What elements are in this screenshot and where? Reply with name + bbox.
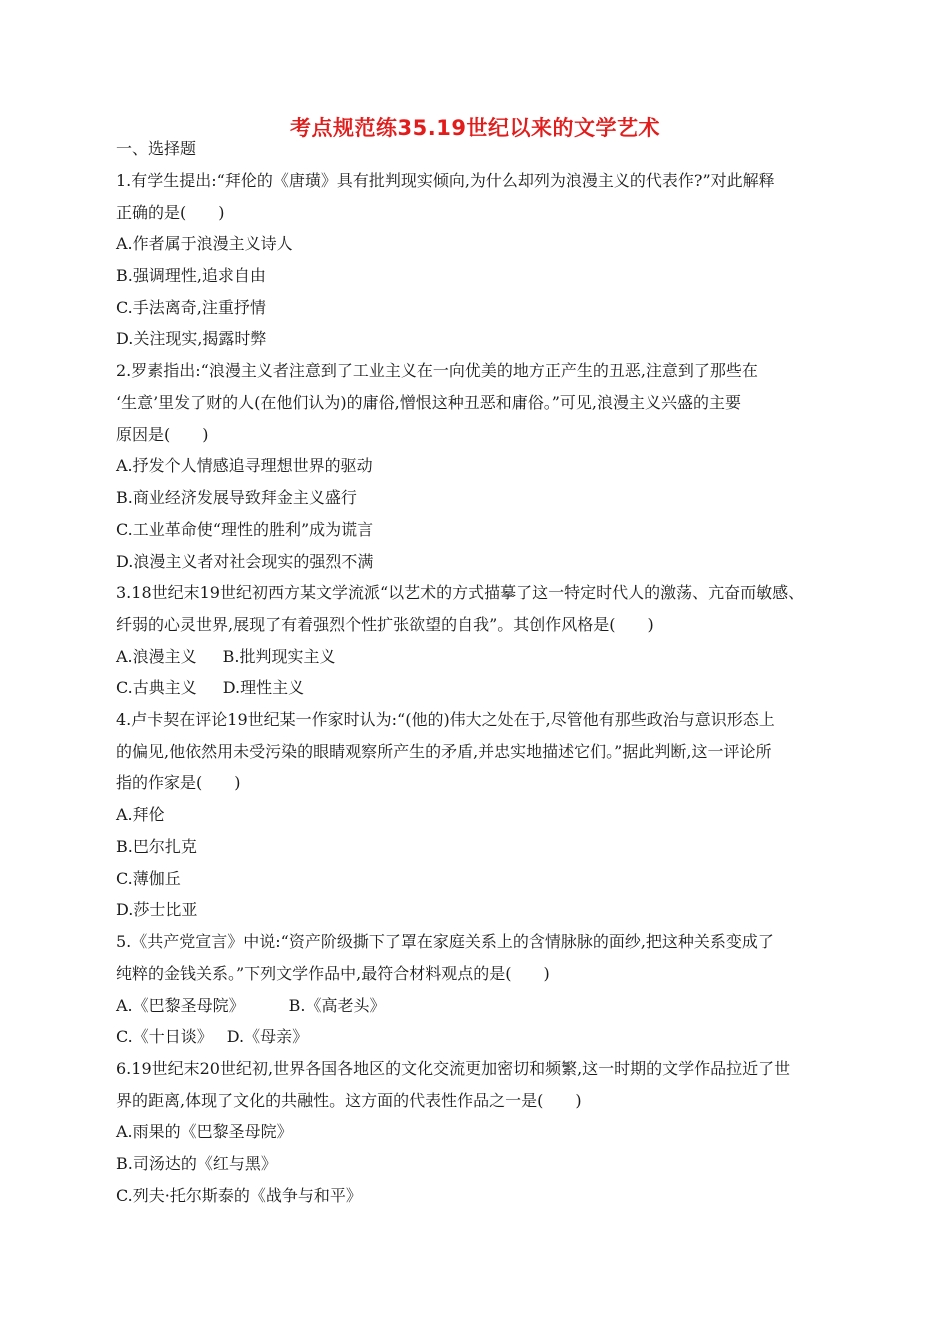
question-5-options-row-1 (116, 995, 386, 1017)
question-2-option-a: A.抒发个人情感追寻理想世界的驱动 (116, 456, 373, 475)
question-4-option-b: B.巴尔扎克 (116, 837, 197, 856)
question-5-options-row-2 (116, 1026, 308, 1048)
question-6-option-b: B.司汤达的《红与黑》 (116, 1154, 277, 1173)
question-3-options-row-1 (116, 646, 336, 668)
question-4-stem-line-3: 指的作家是( ) (116, 773, 241, 792)
question-5-stem-line-1: 5.《共产党宣言》中说:“资产阶级撕下了罩在家庭关系上的含情脉脉的面纱,把这种关系变成了 (116, 932, 774, 951)
question-3-option-b: B.批判现实主义 (222, 647, 336, 666)
question-4-stem-line-2: 的偏见,他依然用未受污染的眼睛观察所产生的矛盾,并忠实地描述它们。”据此判断,这一评论所 (116, 742, 772, 761)
question-3-stem-line-2: 纤弱的心灵世界,展现了有着强烈个性扩张欲望的自我”。其创作风格是( ) (116, 615, 654, 634)
question-4-option-c: C.薄伽丘 (116, 869, 181, 888)
question-1-option-a: A.作者属于浪漫主义诗人 (116, 234, 293, 253)
question-1-option-d: D.关注现实,揭露时弊 (116, 329, 267, 348)
question-5-option-c: C.《十日谈》 (116, 1027, 213, 1046)
question-6-stem-line-2: 界的距离,体现了文化的共融性。这方面的代表性作品之一是( ) (116, 1091, 582, 1110)
question-1-option-c: C.手法离奇,注重抒情 (116, 298, 266, 317)
question-2-option-d: D.浪漫主义者对社会现实的强烈不满 (116, 552, 374, 571)
question-5-option-a: A.《巴黎圣母院》 (116, 996, 245, 1015)
question-4-option-d: D.莎士比亚 (116, 900, 198, 919)
question-1-option-b: B.强调理性,追求自由 (116, 266, 266, 285)
question-5-option-b: B.《高老头》 (288, 996, 386, 1015)
question-4-stem-line-1: 4.卢卡契在评论19世纪某一作家时认为:“(他的)伟大之处在于,尽管他有那些政治与意识形态上 (116, 710, 775, 729)
question-5-stem-line-2: 纯粹的金钱关系。”下列文学作品中,最符合材料观点的是( ) (116, 964, 550, 983)
question-6-option-a: A.雨果的《巴黎圣母院》 (116, 1122, 293, 1141)
section-heading: 一、选择题 (116, 139, 197, 158)
question-6-option-c: C.列夫·托尔斯泰的《战争与和平》 (116, 1186, 362, 1205)
question-1-stem-line-2: 正确的是( ) (116, 203, 225, 222)
question-3-option-d: D.理性主义 (222, 678, 305, 697)
question-3-stem-line-1: 3.18世纪末19世纪初西方某文学流派“以艺术的方式描摹了这一特定时代人的激荡、亢奋而敏感、 (116, 583, 805, 602)
question-2-option-b: B.商业经济发展导致拜金主义盛行 (116, 488, 357, 507)
question-3-options-row-2 (116, 677, 304, 699)
page-title: 考点规范练35.19世纪以来的文学艺术 (290, 116, 660, 140)
question-3-option-a: A.浪漫主义 (116, 647, 197, 666)
question-2-option-c: C.工业革命使“理性的胜利”成为谎言 (116, 520, 374, 539)
question-2-stem-line-3: 原因是( ) (116, 425, 209, 444)
question-3-option-c: C.古典主义 (116, 678, 197, 697)
question-4-option-a: A.拜伦 (116, 805, 165, 824)
question-6-stem-line-1: 6.19世纪末20世纪初,世界各国各地区的文化交流更加密切和频繁,这一时期的文学作品拉近了世 (116, 1059, 791, 1078)
question-2-stem-line-2: ‘生意’里发了财的人(在他们认为)的庸俗,憎恨这种丑恶和庸俗。”可见,浪漫主义兴盛的主要 (116, 393, 742, 412)
question-2-stem-line-1: 2.罗素指出:“浪漫主义者注意到了工业主义在一向优美的地方正产生的丑恶,注意到了那些在 (116, 361, 758, 380)
question-1-stem-line-1: 1.有学生提出:“拜伦的《唐璜》具有批判现实倾向,为什么却列为浪漫主义的代表作?”对此解释 (116, 171, 775, 190)
question-5-option-d: D.《母亲》 (226, 1027, 309, 1046)
